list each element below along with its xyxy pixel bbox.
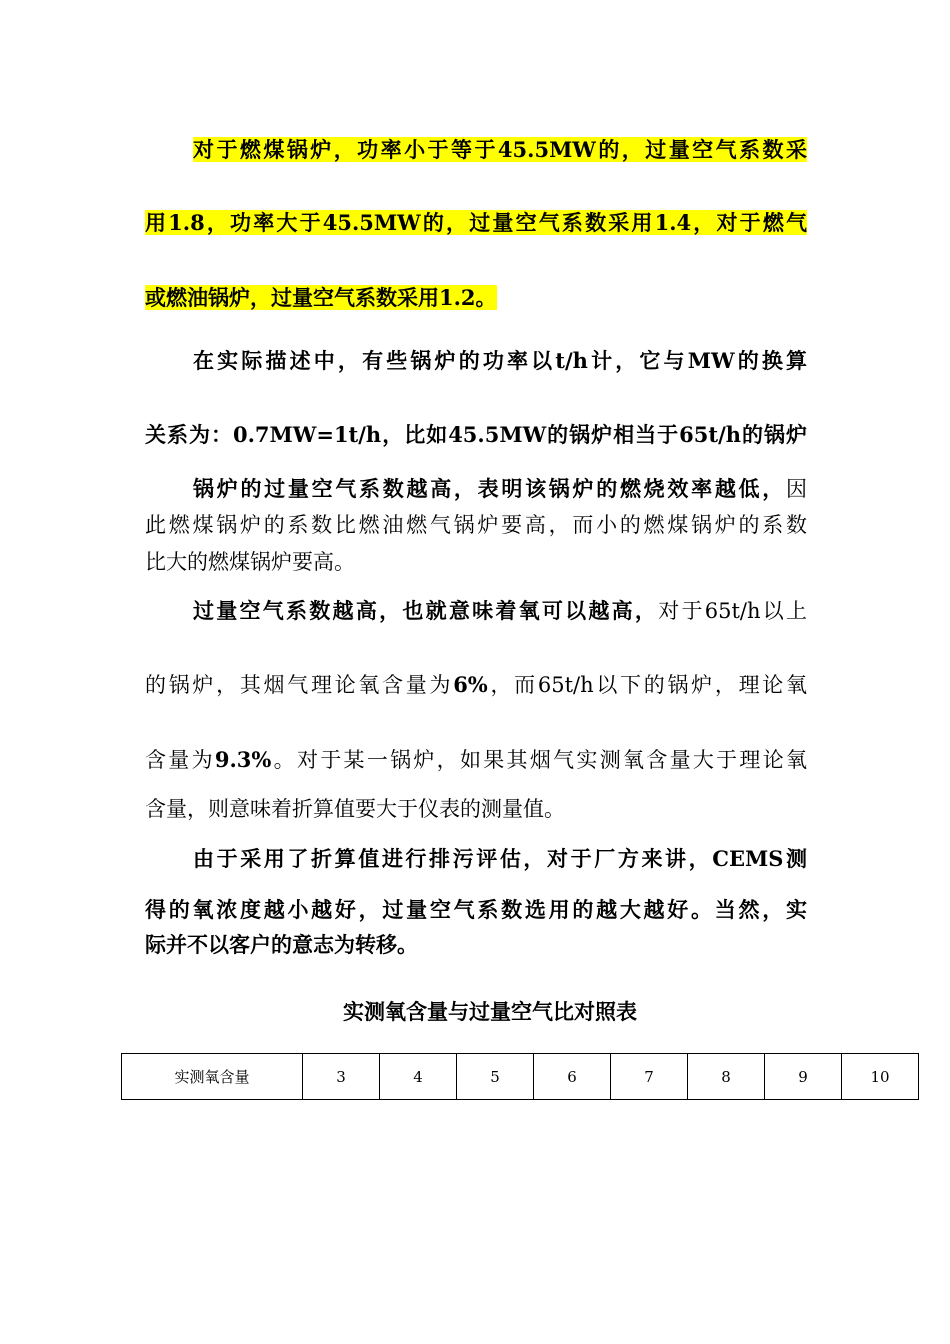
para3-line2: 此燃煤锅炉的系数比燃油燃气锅炉要高，而小的燃煤锅炉的系数 bbox=[145, 513, 807, 537]
para4-line2 bbox=[145, 670, 807, 700]
para4-line3-a: 含量为 bbox=[145, 748, 215, 772]
table-cell: 8 bbox=[688, 1054, 765, 1100]
para3-line1 bbox=[193, 474, 807, 504]
table-row bbox=[122, 1054, 919, 1100]
table-cell: 10 bbox=[842, 1054, 919, 1100]
para4-line4: 含量，则意味着折算值要大于仪表的测量值。 bbox=[145, 797, 565, 821]
table-cell: 9 bbox=[765, 1054, 842, 1100]
oxygen-comparison-table bbox=[121, 1053, 919, 1100]
para4-line2-c: ，而65t/h以下的锅炉，理论氧 bbox=[487, 673, 808, 697]
para5-line2: 得的氧浓度越小越好，过量空气系数选用的越大越好。当然，实 bbox=[145, 897, 807, 922]
table-cell: 4 bbox=[380, 1054, 457, 1100]
para4-theory-oxygen-low: 9.3% bbox=[214, 747, 272, 772]
table-header-cell: 实测氧含量 bbox=[122, 1054, 303, 1100]
table-caption: 实测氧含量与过量空气比对照表 bbox=[343, 999, 637, 1024]
table-cell: 5 bbox=[457, 1054, 534, 1100]
para4-bold-text: 过量空气系数越高，也就意味着氧可以越高， bbox=[193, 598, 659, 623]
para4-line2-a: 的锅炉，其烟气理论氧含量为 bbox=[145, 673, 454, 697]
para1-line2 bbox=[145, 208, 807, 238]
para1-line3 bbox=[145, 283, 807, 313]
para1-line1 bbox=[193, 135, 807, 165]
table-cell: 6 bbox=[534, 1054, 611, 1100]
para4-line3 bbox=[145, 745, 807, 775]
para4-theory-oxygen-high: 6% bbox=[453, 672, 488, 697]
table-cell: 3 bbox=[303, 1054, 380, 1100]
table-cell: 7 bbox=[611, 1054, 688, 1100]
para2-line2: 关系为：0.7MW=1t/h，比如45.5MW的锅炉相当于65t/h的锅炉 bbox=[145, 422, 807, 447]
para5-line3: 际并不以客户的意志为转移。 bbox=[145, 932, 418, 957]
para1-line2-text: 用1.8，功率大于45.5MW的，过量空气系数采用1.4，对于燃气 bbox=[145, 210, 807, 235]
para3-bold-text: 锅炉的过量空气系数越高，表明该锅炉的燃烧效率越低， bbox=[193, 476, 786, 501]
para3-line3: 比大的燃煤锅炉要高。 bbox=[145, 550, 355, 574]
para2-line1: 在实际描述中，有些锅炉的功率以t/h计，它与MW的换算 bbox=[193, 348, 807, 373]
para4-line1 bbox=[193, 596, 807, 626]
para4-line1-rest: 对于65t/h以上 bbox=[658, 599, 808, 623]
para4-line3-c: 。对于某一锅炉，如果其烟气实测氧含量大于理论氧 bbox=[271, 748, 808, 772]
para1-line1-text: 对于燃煤锅炉，功率小于等于45.5MW的，过量空气系数采 bbox=[193, 137, 807, 162]
para3-line1-rest: 因 bbox=[786, 477, 807, 501]
para5-line1: 由于采用了折算值进行排污评估，对于厂方来讲，CEMS测 bbox=[193, 846, 807, 871]
para1-line3-text: 或燃油锅炉，过量空气系数采用1.2。 bbox=[145, 285, 497, 310]
